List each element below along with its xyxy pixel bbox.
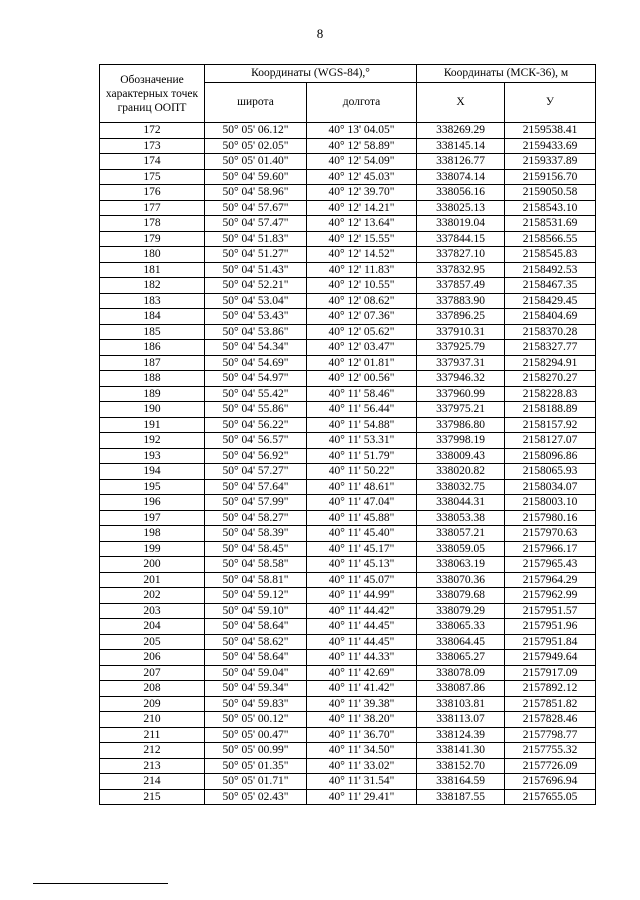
table-row [100,262,596,278]
table-row [100,200,596,216]
cell-y: 2157962.99 [505,588,596,604]
cell-x: 338065.27 [417,650,505,666]
cell-longitude: 40° 11' 48.61" [307,479,417,495]
cell-latitude: 50° 04' 54.34" [205,340,307,356]
cell-x: 338152.70 [417,758,505,774]
cell-x: 337998.19 [417,433,505,449]
cell-point-id: 196 [100,495,205,511]
cell-y: 2158065.93 [505,464,596,480]
cell-y: 2157917.09 [505,665,596,681]
cell-y: 2157951.57 [505,603,596,619]
cell-y: 2158157.92 [505,417,596,433]
cell-latitude: 50° 04' 58.96" [205,185,307,201]
cell-latitude: 50° 04' 59.60" [205,169,307,185]
cell-latitude: 50° 04' 51.83" [205,231,307,247]
cell-x: 338078.09 [417,665,505,681]
cell-y: 2157892.12 [505,681,596,697]
cell-longitude: 40° 11' 34.50" [307,743,417,759]
cell-point-id: 182 [100,278,205,294]
cell-point-id: 203 [100,603,205,619]
cell-longitude: 40° 12' 00.56" [307,371,417,387]
cell-x: 338187.55 [417,789,505,805]
cell-point-id: 174 [100,154,205,170]
table-row [100,123,596,139]
cell-longitude: 40° 11' 41.42" [307,681,417,697]
cell-longitude: 40° 11' 31.54" [307,774,417,790]
header-latitude: широта [205,83,307,123]
table-row [100,448,596,464]
cell-longitude: 40° 11' 54.88" [307,417,417,433]
cell-latitude: 50° 04' 57.64" [205,479,307,495]
cell-longitude: 40° 12' 11.83" [307,262,417,278]
cell-longitude: 40° 11' 33.02" [307,758,417,774]
cell-latitude: 50° 04' 52.21" [205,278,307,294]
cell-x: 338019.04 [417,216,505,232]
cell-point-id: 193 [100,448,205,464]
cell-y: 2158034.07 [505,479,596,495]
cell-longitude: 40° 11' 39.38" [307,696,417,712]
cell-latitude: 50° 05' 00.47" [205,727,307,743]
cell-point-id: 205 [100,634,205,650]
cell-longitude: 40° 12' 58.89" [307,138,417,154]
cell-y: 2158492.53 [505,262,596,278]
cell-latitude: 50° 04' 51.43" [205,262,307,278]
table-row [100,154,596,170]
table-row [100,712,596,728]
cell-point-id: 208 [100,681,205,697]
cell-y: 2158545.83 [505,247,596,263]
cell-latitude: 50° 04' 57.47" [205,216,307,232]
table-row [100,433,596,449]
cell-latitude: 50° 04' 59.12" [205,588,307,604]
cell-x: 338059.05 [417,541,505,557]
cell-y: 2158003.10 [505,495,596,511]
cell-longitude: 40° 11' 45.88" [307,510,417,526]
cell-x: 337937.31 [417,355,505,371]
cell-point-id: 180 [100,247,205,263]
table-row [100,510,596,526]
cell-x: 338057.21 [417,526,505,542]
cell-point-id: 211 [100,727,205,743]
cell-point-id: 204 [100,619,205,635]
table-row [100,588,596,604]
cell-point-id: 173 [100,138,205,154]
cell-latitude: 50° 04' 59.83" [205,696,307,712]
cell-x: 338079.68 [417,588,505,604]
cell-point-id: 187 [100,355,205,371]
cell-x: 337960.99 [417,386,505,402]
table-row [100,696,596,712]
cell-point-id: 194 [100,464,205,480]
cell-longitude: 40° 11' 45.40" [307,526,417,542]
table-row [100,603,596,619]
cell-x: 338020.82 [417,464,505,480]
cell-x: 337896.25 [417,309,505,325]
cell-y: 2159538.41 [505,123,596,139]
cell-latitude: 50° 04' 58.62" [205,634,307,650]
cell-point-id: 202 [100,588,205,604]
cell-y: 2158531.69 [505,216,596,232]
page-number: 8 [316,26,324,41]
header-msk-group: Координаты (МСК-36), м [417,65,596,83]
cell-longitude: 40° 11' 36.70" [307,727,417,743]
cell-x: 337883.90 [417,293,505,309]
cell-latitude: 50° 05' 02.43" [205,789,307,805]
cell-x: 338113.07 [417,712,505,728]
cell-longitude: 40° 12' 13.64" [307,216,417,232]
cell-point-id: 175 [100,169,205,185]
cell-latitude: 50° 05' 00.12" [205,712,307,728]
cell-latitude: 50° 04' 56.57" [205,433,307,449]
table-row [100,789,596,805]
cell-longitude: 40° 12' 08.62" [307,293,417,309]
cell-x: 337946.32 [417,371,505,387]
table-row [100,417,596,433]
cell-y: 2158370.28 [505,324,596,340]
table-row [100,309,596,325]
cell-latitude: 50° 04' 58.27" [205,510,307,526]
cell-x: 338141.30 [417,743,505,759]
cell-point-id: 213 [100,758,205,774]
cell-y: 2157970.63 [505,526,596,542]
cell-longitude: 40° 11' 44.99" [307,588,417,604]
cell-x: 337925.79 [417,340,505,356]
cell-y: 2158429.45 [505,293,596,309]
cell-point-id: 172 [100,123,205,139]
cell-latitude: 50° 05' 01.35" [205,758,307,774]
cell-y: 2158270.27 [505,371,596,387]
cell-x: 338065.33 [417,619,505,635]
cell-point-id: 178 [100,216,205,232]
cell-point-id: 191 [100,417,205,433]
table-row [100,185,596,201]
cell-y: 2157755.32 [505,743,596,759]
cell-latitude: 50° 04' 58.39" [205,526,307,542]
table-row [100,464,596,480]
table-row [100,650,596,666]
cell-y: 2158228.83 [505,386,596,402]
cell-x: 338124.39 [417,727,505,743]
table-row [100,293,596,309]
cell-x: 338087.86 [417,681,505,697]
table-row [100,727,596,743]
cell-point-id: 214 [100,774,205,790]
cell-point-id: 198 [100,526,205,542]
cell-point-id: 206 [100,650,205,666]
cell-x: 338070.36 [417,572,505,588]
cell-longitude: 40° 11' 47.04" [307,495,417,511]
cell-point-id: 179 [100,231,205,247]
cell-latitude: 50° 04' 56.22" [205,417,307,433]
cell-y: 2158467.35 [505,278,596,294]
table-row [100,138,596,154]
cell-longitude: 40° 13' 04.05" [307,123,417,139]
cell-point-id: 210 [100,712,205,728]
header-longitude: долгота [307,83,417,123]
cell-x: 338145.14 [417,138,505,154]
cell-longitude: 40° 11' 45.13" [307,557,417,573]
cell-x: 338025.13 [417,200,505,216]
cell-longitude: 40° 12' 54.09" [307,154,417,170]
cell-latitude: 50° 04' 58.64" [205,650,307,666]
cell-point-id: 183 [100,293,205,309]
cell-latitude: 50° 04' 58.58" [205,557,307,573]
table-row [100,479,596,495]
cell-x: 338053.38 [417,510,505,526]
table-row [100,743,596,759]
cell-longitude: 40° 11' 42.69" [307,665,417,681]
cell-x: 338056.16 [417,185,505,201]
cell-y: 2159433.69 [505,138,596,154]
cell-point-id: 185 [100,324,205,340]
cell-latitude: 50° 04' 53.04" [205,293,307,309]
cell-x: 337910.31 [417,324,505,340]
table-row [100,371,596,387]
cell-longitude: 40° 11' 53.31" [307,433,417,449]
cell-longitude: 40° 11' 38.20" [307,712,417,728]
cell-latitude: 50° 04' 59.10" [205,603,307,619]
cell-point-id: 181 [100,262,205,278]
cell-latitude: 50° 04' 56.92" [205,448,307,464]
cell-longitude: 40° 11' 44.45" [307,634,417,650]
cell-longitude: 40° 11' 44.42" [307,603,417,619]
cell-x: 337975.21 [417,402,505,418]
cell-longitude: 40° 11' 45.17" [307,541,417,557]
cell-longitude: 40° 12' 39.70" [307,185,417,201]
cell-point-id: 215 [100,789,205,805]
cell-longitude: 40° 11' 29.41" [307,789,417,805]
cell-point-id: 201 [100,572,205,588]
cell-x: 337844.15 [417,231,505,247]
cell-latitude: 50° 04' 58.81" [205,572,307,588]
cell-y: 2157949.64 [505,650,596,666]
cell-y: 2158188.89 [505,402,596,418]
table-row [100,278,596,294]
cell-x: 338064.45 [417,634,505,650]
cell-latitude: 50° 05' 02.05" [205,138,307,154]
cell-y: 2157965.43 [505,557,596,573]
cell-longitude: 40° 11' 50.22" [307,464,417,480]
table-row [100,169,596,185]
coordinates-table [99,64,596,805]
table-row [100,634,596,650]
cell-x: 337827.10 [417,247,505,263]
table-row [100,665,596,681]
table-body [100,123,596,805]
table-row [100,402,596,418]
cell-x: 338074.14 [417,169,505,185]
cell-longitude: 40° 11' 58.46" [307,386,417,402]
table-row [100,572,596,588]
cell-point-id: 190 [100,402,205,418]
cell-y: 2159156.70 [505,169,596,185]
table-row [100,386,596,402]
cell-y: 2157951.96 [505,619,596,635]
cell-y: 2157696.94 [505,774,596,790]
cell-point-id: 212 [100,743,205,759]
table-row [100,774,596,790]
cell-latitude: 50° 04' 59.04" [205,665,307,681]
table-row [100,216,596,232]
table-row [100,324,596,340]
cell-latitude: 50° 04' 53.86" [205,324,307,340]
cell-y: 2157980.16 [505,510,596,526]
cell-y: 2158294.91 [505,355,596,371]
cell-latitude: 50° 04' 54.97" [205,371,307,387]
cell-latitude: 50° 04' 55.86" [205,402,307,418]
cell-point-id: 189 [100,386,205,402]
cell-y: 2157828.46 [505,712,596,728]
cell-point-id: 209 [100,696,205,712]
cell-latitude: 50° 04' 57.67" [205,200,307,216]
table-row [100,231,596,247]
table-row [100,526,596,542]
cell-longitude: 40° 11' 44.33" [307,650,417,666]
cell-point-id: 176 [100,185,205,201]
cell-y: 2157726.09 [505,758,596,774]
cell-x: 337832.95 [417,262,505,278]
cell-x: 338269.29 [417,123,505,139]
cell-point-id: 195 [100,479,205,495]
cell-longitude: 40° 12' 03.47" [307,340,417,356]
cell-latitude: 50° 05' 00.99" [205,743,307,759]
cell-x: 338044.31 [417,495,505,511]
cell-longitude: 40° 11' 45.07" [307,572,417,588]
cell-point-id: 200 [100,557,205,573]
table-row [100,355,596,371]
cell-latitude: 50° 04' 57.27" [205,464,307,480]
cell-longitude: 40° 12' 07.36" [307,309,417,325]
cell-latitude: 50° 04' 59.34" [205,681,307,697]
cell-y: 2157964.29 [505,572,596,588]
table-row [100,247,596,263]
table-row [100,541,596,557]
cell-latitude: 50° 04' 58.45" [205,541,307,557]
cell-point-id: 188 [100,371,205,387]
cell-x: 337857.49 [417,278,505,294]
cell-point-id: 186 [100,340,205,356]
cell-y: 2158096.86 [505,448,596,464]
cell-point-id: 207 [100,665,205,681]
cell-longitude: 40° 12' 05.62" [307,324,417,340]
cell-point-id: 197 [100,510,205,526]
cell-longitude: 40° 12' 14.21" [307,200,417,216]
header-point-label: Обозначение характерных точек границ ООПТ [100,65,205,123]
cell-x: 337986.80 [417,417,505,433]
table-row [100,619,596,635]
cell-y: 2159050.58 [505,185,596,201]
table-header [100,65,596,123]
cell-point-id: 177 [100,200,205,216]
cell-longitude: 40° 11' 51.79" [307,448,417,464]
header-y: У [505,83,596,123]
table-row [100,557,596,573]
cell-latitude: 50° 04' 55.42" [205,386,307,402]
table-row [100,340,596,356]
cell-x: 338063.19 [417,557,505,573]
cell-y: 2159337.89 [505,154,596,170]
cell-y: 2157798.77 [505,727,596,743]
cell-longitude: 40° 12' 01.81" [307,355,417,371]
cell-y: 2158127.07 [505,433,596,449]
cell-y: 2157851.82 [505,696,596,712]
cell-x: 338103.81 [417,696,505,712]
cell-longitude: 40° 12' 14.52" [307,247,417,263]
footnote-separator [33,883,168,884]
cell-point-id: 184 [100,309,205,325]
cell-latitude: 50° 05' 01.71" [205,774,307,790]
cell-y: 2158566.55 [505,231,596,247]
cell-latitude: 50° 04' 57.99" [205,495,307,511]
cell-latitude: 50° 05' 06.12" [205,123,307,139]
table-row [100,495,596,511]
cell-longitude: 40° 12' 10.55" [307,278,417,294]
table-row [100,681,596,697]
cell-y: 2158404.69 [505,309,596,325]
cell-point-id: 192 [100,433,205,449]
cell-longitude: 40° 12' 45.03" [307,169,417,185]
cell-y: 2157966.17 [505,541,596,557]
cell-latitude: 50° 04' 53.43" [205,309,307,325]
cell-x: 338126.77 [417,154,505,170]
cell-longitude: 40° 12' 15.55" [307,231,417,247]
cell-latitude: 50° 04' 58.64" [205,619,307,635]
cell-y: 2157951.84 [505,634,596,650]
cell-longitude: 40° 11' 56.44" [307,402,417,418]
cell-latitude: 50° 05' 01.40" [205,154,307,170]
cell-x: 338009.43 [417,448,505,464]
cell-x: 338164.59 [417,774,505,790]
cell-x: 338032.75 [417,479,505,495]
header-x: X [417,83,505,123]
cell-longitude: 40° 11' 44.45" [307,619,417,635]
cell-x: 338079.29 [417,603,505,619]
cell-y: 2158327.77 [505,340,596,356]
cell-latitude: 50° 04' 54.69" [205,355,307,371]
header-wgs-group: Координаты (WGS-84),° [205,65,417,83]
table-row [100,758,596,774]
cell-latitude: 50° 04' 51.27" [205,247,307,263]
cell-point-id: 199 [100,541,205,557]
cell-y: 2157655.05 [505,789,596,805]
cell-y: 2158543.10 [505,200,596,216]
